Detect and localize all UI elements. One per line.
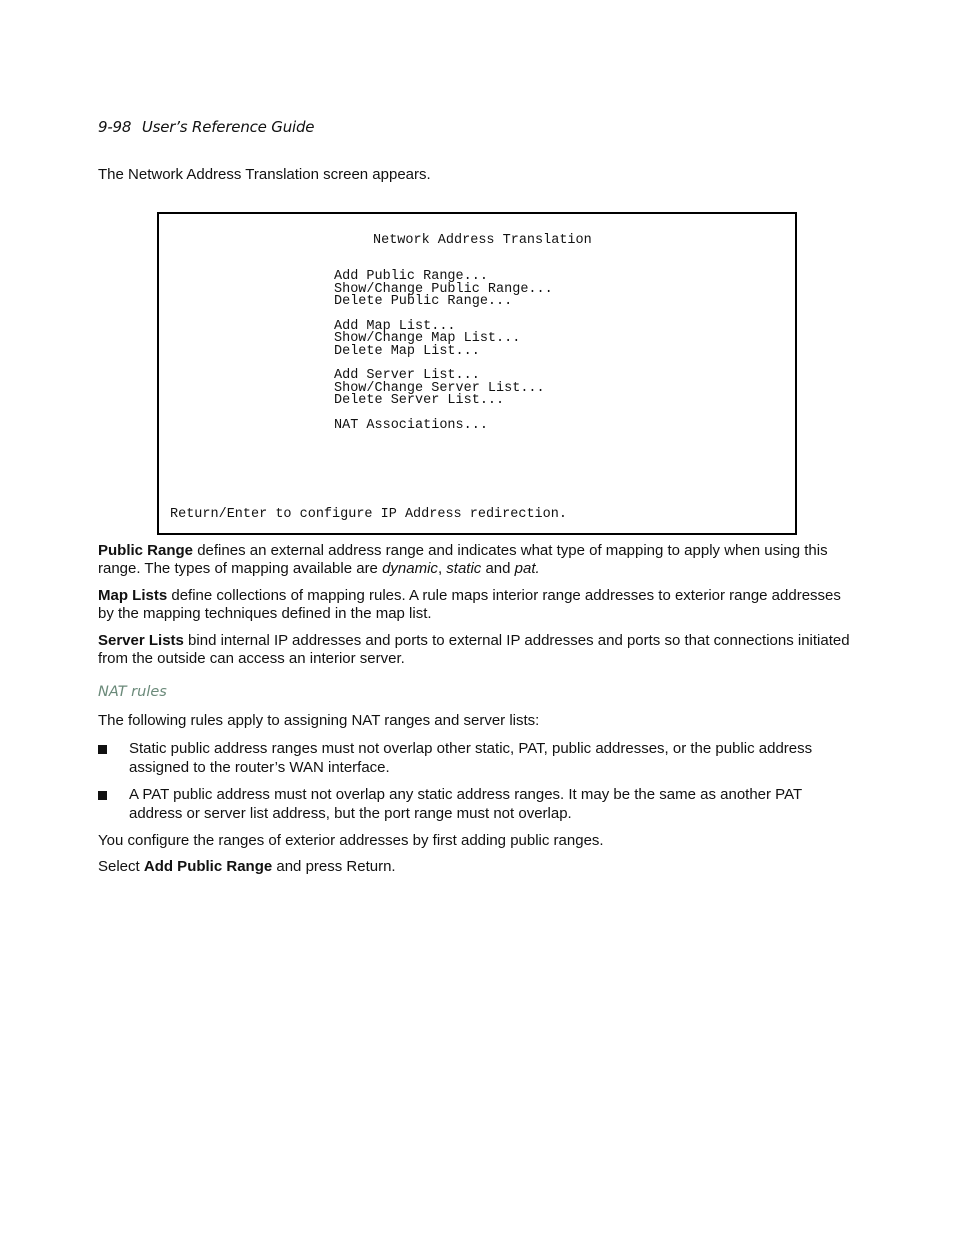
menu-item-delete-map-list[interactable]: Delete Map List... (334, 343, 480, 359)
menu-item-add-map-list[interactable]: Add Map List... (334, 318, 456, 334)
public-range-text: defines an external address range and indicates what type of mapping to apply when using this range. The types of mapping available are (98, 542, 828, 577)
section-heading-nat-rules: NAT rules (98, 684, 167, 700)
mapping-pat: pat. (514, 560, 540, 577)
guide-title: User’s Reference Guide (141, 118, 315, 136)
running-header (98, 118, 314, 136)
screen-status-line: Return/Enter to configure IP Address redirection. (170, 507, 567, 522)
list-item (98, 785, 854, 823)
page-number: 9-98 (98, 118, 132, 136)
intro-text: The Network Address Translation screen appears. (98, 166, 431, 183)
nat-rules-list (98, 739, 854, 831)
closing-select-text (98, 858, 854, 876)
list-item (98, 739, 854, 777)
terminal-screen (157, 212, 797, 535)
paragraph-map-lists (98, 587, 854, 623)
closing-configure-text: You configure the ranges of exterior addresses by first adding public ranges. (98, 832, 604, 849)
list-item-text: A PAT public address must not overlap any static address ranges. It may be the same as another PAT address or server list address, but the port range must not overlap. (129, 786, 802, 822)
screen-title: Network Address Translation (373, 233, 592, 248)
menu-item-show-change-public-range[interactable]: Show/Change Public Range... (334, 281, 553, 297)
select-suffix: and press Return. (272, 858, 396, 875)
term-public-range: Public Range (98, 542, 194, 559)
server-lists-text: bind internal IP addresses and ports to external IP addresses and ports so that connections initiated from the outside can access an interior server. (98, 632, 850, 667)
mapping-static: static (446, 560, 482, 577)
select-command: Add Public Range (143, 858, 273, 875)
menu-item-nat-associations[interactable]: NAT Associations... (334, 417, 488, 433)
menu-item-delete-public-range[interactable]: Delete Public Range... (334, 294, 513, 309)
mapping-dynamic: dynamic (382, 560, 438, 577)
paragraph-public-range (98, 542, 854, 578)
term-map-lists: Map Lists (98, 587, 168, 604)
square-bullet-icon (98, 791, 107, 800)
menu-group-public-range (334, 271, 553, 309)
select-prefix: Select (98, 858, 144, 875)
menu-item-add-public-range[interactable]: Add Public Range... (334, 269, 488, 284)
menu-group-associations (334, 417, 553, 433)
map-lists-text: define collections of mapping rules. A rule maps interior range addresses to exterior range addresses by the mapping techniques defined in the map list. (98, 587, 841, 622)
square-bullet-icon (98, 745, 107, 754)
nat-rules-intro: The following rules apply to assigning NAT ranges and server lists: (98, 712, 540, 729)
paragraph-server-lists (98, 632, 854, 668)
menu-item-add-server-list[interactable]: Add Server List... (334, 368, 480, 383)
menu-item-delete-server-list[interactable]: Delete Server List... (334, 393, 505, 408)
mapping-comma: , (437, 560, 447, 577)
menu-group-server-list (334, 370, 553, 408)
screen-menu (334, 271, 553, 444)
menu-item-show-change-map-list[interactable]: Show/Change Map List... (334, 331, 521, 346)
term-server-lists: Server Lists (98, 632, 184, 649)
mapping-and: and (481, 560, 515, 577)
list-item-text: Static public address ranges must not overlap other static, PAT, public addresses, or the public address assigned to the router’s WAN interface. (129, 740, 813, 776)
menu-group-map-list (334, 318, 553, 359)
menu-item-show-change-server-list[interactable]: Show/Change Server List... (334, 380, 545, 396)
